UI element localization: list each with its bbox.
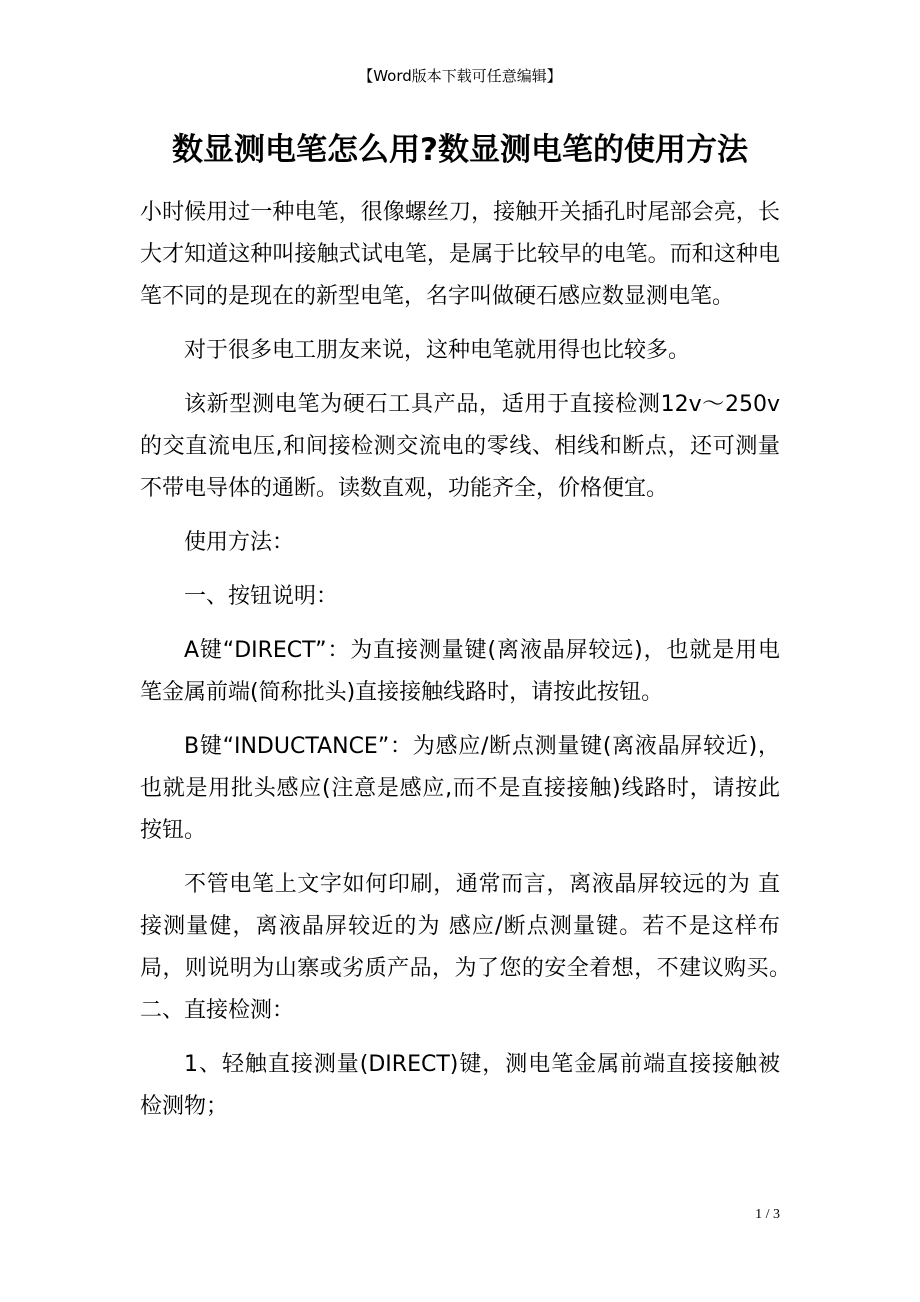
- paragraph-key-b-inductance: B键“INDUCTANCE”：为感应/断点测量键(离液晶屏较近)，也就是用批头感应(注意是感应,而不是直接接触)线路时，请按此按钮。: [140, 734, 780, 843]
- download-note: 【Word版本下载可任意编辑】: [358, 67, 562, 85]
- page-number: 1 / 3: [755, 1207, 780, 1222]
- document-body: [140, 192, 825, 1140]
- document-title: 数显测电笔怎么用?数显测电笔的使用方法: [172, 132, 748, 168]
- paragraph-product-description: 该新型测电笔为硬石工具产品，适用于直接检测12v～250v的交直流电压,和间接检测交流电的零线、相线和断点，还可测量不带电导体的通断。读数直观，功能齐全，价格便宜。: [140, 392, 780, 501]
- paragraph-intro: 小时候用过一种电笔，很像螺丝刀，接触开关插孔时尾部会亮，长大才知道这种叫接触式试电笔，是属于比较早的电笔。而和这种电笔不同的是现在的新型电笔，名字叫做硬石感应数显测电笔。: [140, 200, 780, 309]
- paragraph-usage-note: 对于很多电工朋友来说，这种电笔就用得也比较多。: [184, 338, 691, 363]
- paragraph-key-a-direct: A键“DIRECT”：为直接测量键(离液晶屏较远)，也就是用电笔金属前端(简称批头)直接接触线路时，请按此按钮。: [140, 638, 780, 705]
- heading-button-description: 一、按钮说明：: [184, 584, 339, 609]
- paragraph-direct-step-1: 1、轻触直接测量(DIRECT)键，测电笔金属前端直接接触被检测物；: [140, 1052, 780, 1119]
- heading-usage-method: 使用方法：: [184, 530, 295, 555]
- paragraph-layout-warning: 不管电笔上文字如何印刷，通常而言，离液晶屏较远的为 直接测量健，离液晶屏较近的为 感应/断点测量键。若不是这样布局，则说明为山寨或劣质产品，为了您的安全着想，不建议购买。 二、直接检测：: [140, 872, 825, 1023]
